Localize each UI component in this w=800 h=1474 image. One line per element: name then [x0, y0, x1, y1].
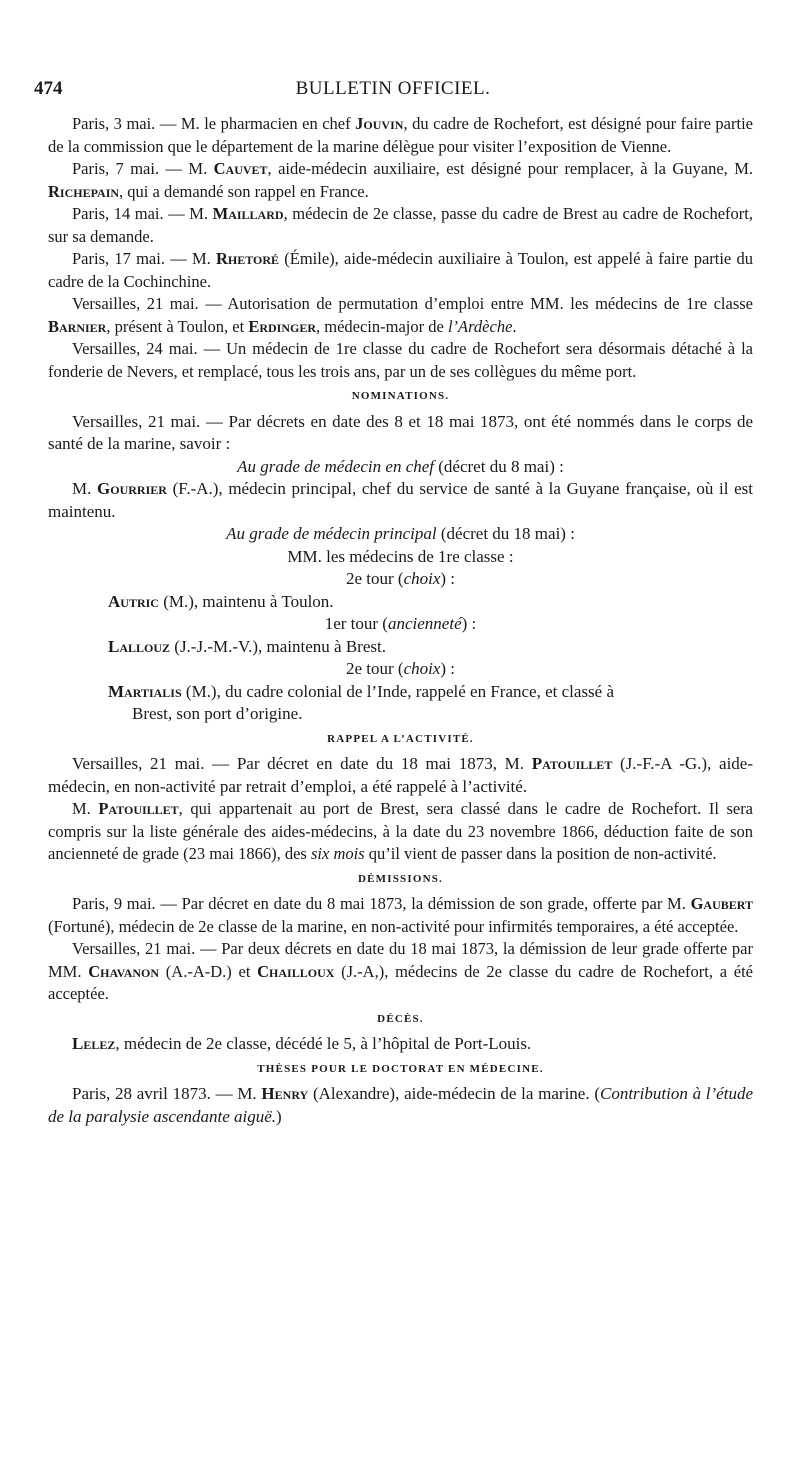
entry-paris-3-mai: Paris, 3 mai. — M. le pharmacien en chef Jouvin, du cadre de Rochefort, est désigné pour faire partie de la commission que le département de la marine délègue pour visiter l’exposition de Vienne. — [48, 114, 753, 156]
mm-medecins-line: MM. les médecins de 1re classe : — [287, 546, 514, 566]
entry-martialis-continued: Brest, son port d’origine. — [132, 704, 303, 723]
section-heading-nominations: NOMINATIONS. — [351, 390, 450, 402]
entry-martialis: Martialis (M.), du cadre colonial de l’Inde, rappelé en France, et classé à — [108, 681, 615, 701]
tour-choix-2: 2e tour (choix) : — [345, 659, 456, 678]
section-heading-rappel: RAPPEL A L’ACTIVITÉ. — [327, 732, 474, 745]
nominations-intro: Versailles, 21 mai. — Par décrets en date des 8 et 18 mai 1873, ont été nommés dans le corps de santé de la marine, savoir : — [48, 411, 753, 453]
entry-lallouz: Lallouz (J.-J.-M.-V.), maintenu à Brest. — [108, 636, 386, 656]
document-body — [48, 113, 753, 1128]
these-entry: Paris, 28 avril 1873. — M. Henry (Alexandre), aide-médecin de la marine. (Contribution à l’étude de la paralysie ascendante aiguë.) — [48, 1084, 753, 1126]
entry-versailles-24-mai: Versailles, 24 mai. — Un médecin de 1re classe du cadre de Rochefort sera désormais détaché à la fonderie de Nevers, et remplacé, tous les trois ans, par un de ses collègues du même port. — [48, 339, 753, 381]
entry-paris-7-mai: Paris, 7 mai. — M. Cauvet, aide-médecin auxiliaire, est désigné pour remplacer, à la Guyane, M. Richepain, qui a demandé son rappel en France. — [48, 159, 753, 201]
rappel-paragraph-1: Versailles, 21 mai. — Par décret en date du 18 mai 1873, M. Patouillet (J.-F.-A -G.), aide-médecin, en non-activité par retrait d’emploi, a été rappelé à l’activité. — [48, 754, 753, 796]
entry-gourrier: M. Gourrier (F.-A.), médecin principal, chef du service de santé à la Guyane française, où il est maintenu. — [48, 479, 753, 521]
grade-medecin-principal: Au grade de médecin principal (décret du 18 mai) : — [226, 524, 575, 543]
entry-versailles-21-mai: Versailles, 21 mai. — Autorisation de permutation d’emploi entre MM. les médecins de 1re classe Barnier, présent à Toulon, et Erdinger, médecin-major de l’Ardèche. — [48, 294, 753, 336]
entry-paris-14-mai: Paris, 14 mai. — M. Maillard, médecin de 2e classe, passe du cadre de Brest au cadre de Rochefort, sur sa demande. — [48, 204, 753, 246]
running-title: BULLETIN OFFICIEL. — [295, 78, 491, 99]
page-number: 474 — [34, 78, 63, 99]
tour-anciennete: 1er tour (ancienneté) : — [324, 614, 477, 633]
demission-paragraph-2: Versailles, 21 mai. — Par deux décrets en date du 18 mai 1873, la démission de leur grade offerte par MM. Chavanon (A.-A-D.) et Chailloux (J.-A,), médecins de 2e classe du cadre de Rochefort, a été acceptée. — [48, 939, 754, 1003]
section-heading-theses: THÈSES POUR LE DOCTORAT EN MÉDECINE. — [257, 1062, 544, 1075]
tour-choix-1: 2e tour (choix) : — [345, 569, 456, 588]
demission-paragraph-1: Paris, 9 mai. — Par décret en date du 8 mai 1873, la démission de son grade, offerte par M. Gaubert (Fortuné), médecin de 2e classe de la marine, en non-activité pour infirmités temporaires, a été acceptée. — [48, 894, 753, 936]
entry-paris-17-mai: Paris, 17 mai. — M. Rhetoré (Émile), aide-médecin auxiliaire à Toulon, est appelé à faire partie du cadre de la Cochinchine. — [48, 249, 753, 291]
rappel-paragraph-2: M. Patouillet, qui appartenait au port de Brest, sera classé dans le cadre de Rochefort. Il sera compris sur la liste générale des aides-médecins, à la date du 23 novembre 1866, déduction faite de son ancienneté de grade (23 mai 1866), des six mois qu’il vient de passer dans la position de non-activité. — [48, 799, 754, 863]
deces-entry: Lelez, médecin de 2e classe, décédé le 5, à l’hôpital de Port-Louis. — [72, 1034, 532, 1053]
section-heading-demissions: DÉMISSIONS. — [357, 872, 444, 885]
grade-medecin-en-chef: Au grade de médecin en chef (décret du 8 mai) : — [237, 456, 564, 476]
running-head — [34, 78, 752, 102]
section-heading-deces: DÉCÈS. — [377, 1012, 424, 1025]
entry-autric: Autric (M.), maintenu à Toulon. — [108, 591, 334, 611]
